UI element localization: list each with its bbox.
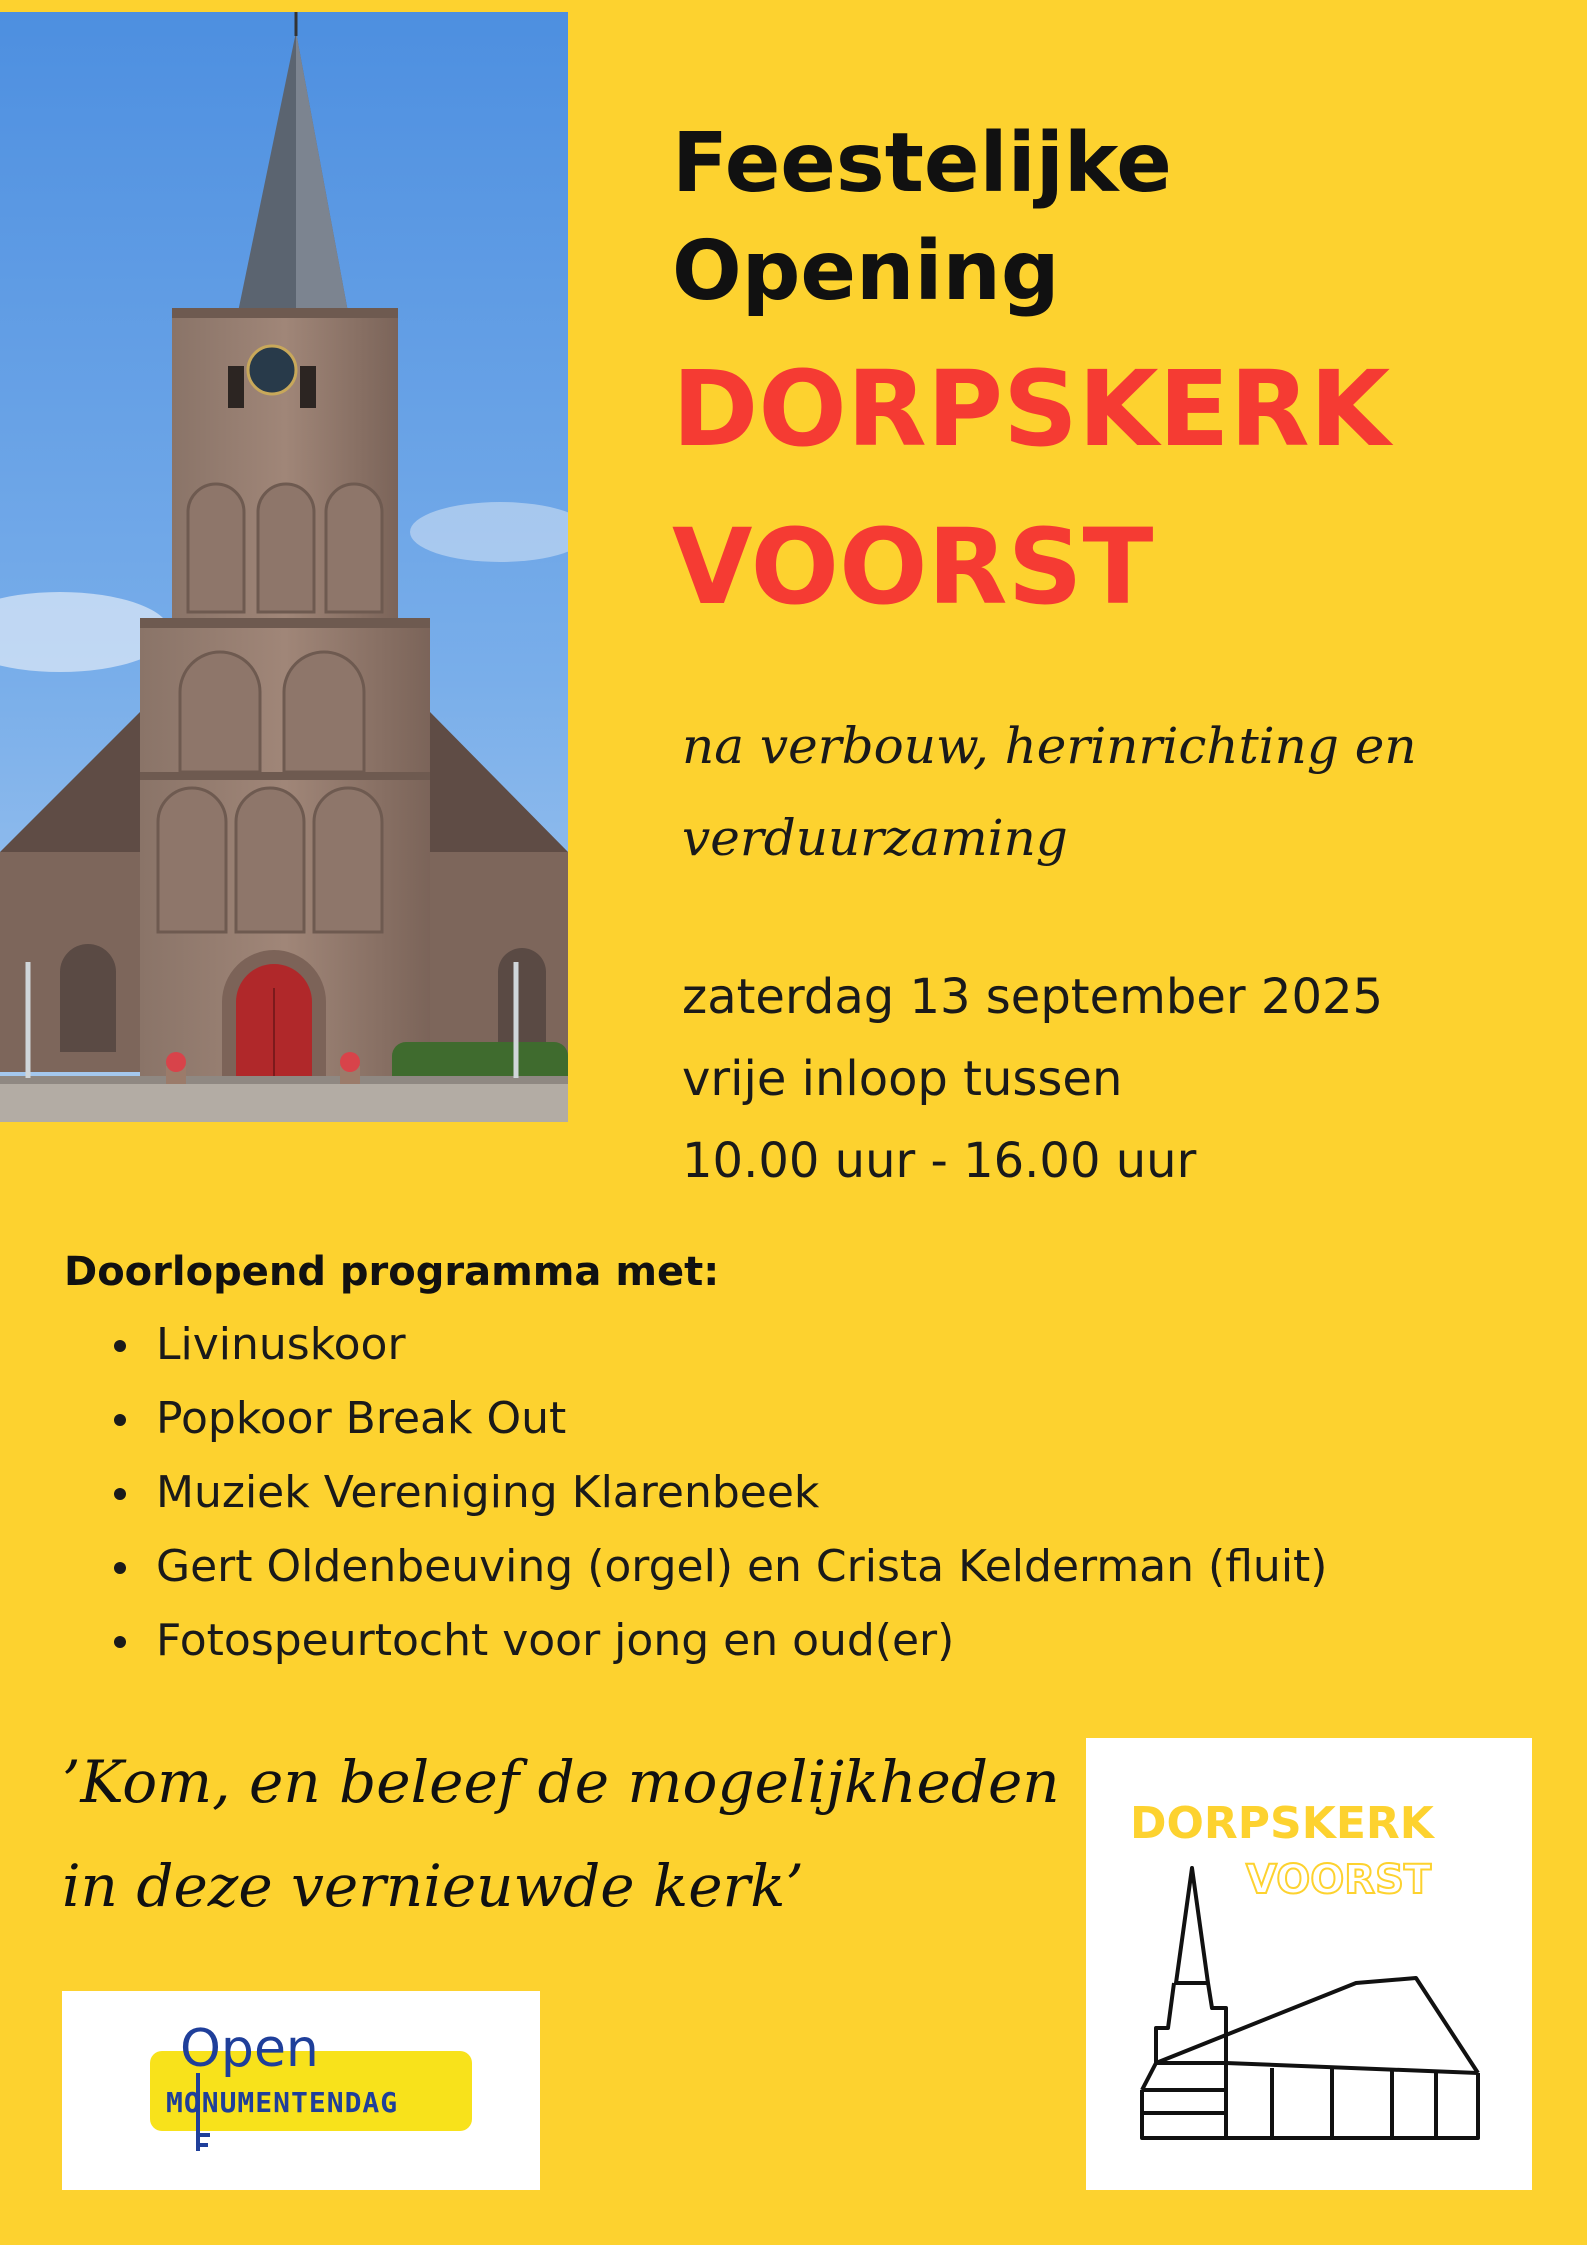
- quote-line-2: in deze vernieuwde kerk’: [62, 1852, 804, 1920]
- list-item: Fotospeurtocht voor jong en oud(er): [156, 1604, 1544, 1678]
- subtitle-line-2: verduurzaming: [682, 809, 1068, 867]
- title-line-feestelijke: Feestelijke: [672, 116, 1172, 211]
- poster-subtitle: [682, 700, 1562, 884]
- title-line-opening: Opening: [672, 224, 1060, 319]
- title-line-dorpskerk: DORPSKERK: [672, 348, 1391, 470]
- quote-line-1: ’Kom, en beleef de mogelijkheden: [62, 1748, 1060, 1816]
- logo-word-voorst: VOORST: [1246, 1857, 1432, 1903]
- list-item: Muziek Vereniging Klarenbeek: [156, 1456, 1544, 1530]
- event-info: [682, 956, 1562, 1202]
- list-item: Popkoor Break Out: [156, 1382, 1544, 1456]
- event-date: zaterdag 13 september 2025: [682, 969, 1384, 1025]
- logo-word-dorpskerk: DORPSKERK: [1130, 1798, 1434, 1849]
- event-hours: 10.00 uur - 16.00 uur: [682, 1133, 1197, 1189]
- list-item: Gert Oldenbeuving (orgel) en Crista Kelderman (fluit): [156, 1530, 1544, 1604]
- logo-word-monumentendag: MONUMENTENDAG: [166, 2086, 399, 2119]
- logo-word-open: Open: [180, 2019, 319, 2079]
- subtitle-line-1: na verbouw, herinrichting en: [682, 717, 1417, 775]
- title-line-voorst: VOORST: [672, 506, 1154, 628]
- program-section: [64, 1236, 1544, 1678]
- church-photo: [0, 12, 568, 1122]
- program-heading: Doorlopend programma met:: [64, 1249, 720, 1295]
- event-entry: vrije inloop tussen: [682, 1051, 1123, 1107]
- open-monumentendag-logo: [62, 1991, 540, 2190]
- list-item: Livinuskoor: [156, 1308, 1544, 1382]
- poster-title: [672, 110, 1552, 650]
- dorpskerk-voorst-logo: [1086, 1738, 1532, 2190]
- invitation-quote: [62, 1730, 1062, 1938]
- key-icon: [190, 2043, 214, 2153]
- program-list: [64, 1308, 1544, 1678]
- church-tower-photo: [0, 12, 568, 1122]
